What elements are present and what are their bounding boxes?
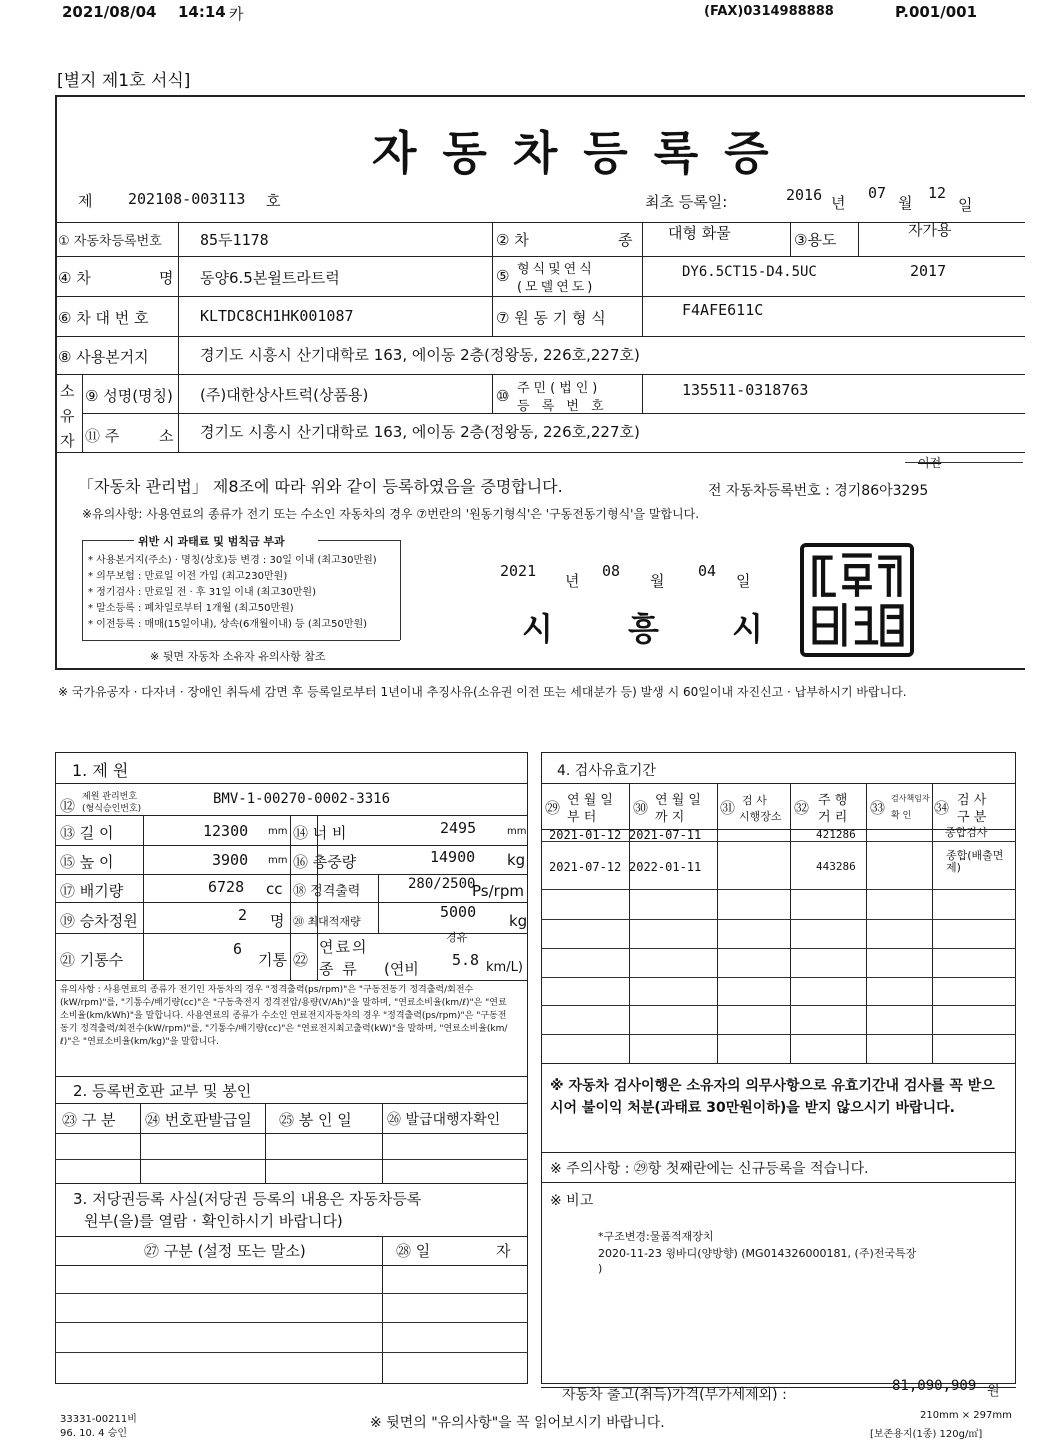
- spec-heading: 1. 제 원: [72, 761, 129, 780]
- address-label-a: ⑪ 주: [85, 427, 120, 445]
- penalty-title: 위반 시 과태료 및 범칙금 부과: [138, 535, 285, 548]
- footer-code-1: 33331-00211비: [60, 1414, 137, 1425]
- insp-col3-b: 시행장소: [739, 810, 782, 823]
- gross-unit: kg: [507, 851, 526, 869]
- owner-side-2: 유: [60, 407, 75, 425]
- load-value: 5000: [440, 903, 477, 921]
- issue-year-unit: 년: [565, 572, 580, 590]
- disp-unit: cc: [266, 880, 283, 898]
- load-label: ⑳ 최대적재량: [293, 915, 361, 928]
- owner-name: (주)대한상사트럭(상품용): [200, 386, 369, 404]
- cyl-value: 6: [233, 940, 243, 958]
- first-reg-month-unit: 월: [898, 194, 913, 212]
- owner-id-label-1: 주민(법인): [517, 381, 602, 396]
- remarks-label: ※ 비고: [550, 1193, 594, 1209]
- eff-label: (연비: [384, 960, 419, 978]
- first-reg-year-unit: 년: [831, 194, 846, 212]
- spec-no: BMV-1-00270-0002-3316: [213, 791, 391, 807]
- inspection-heading: 4. 검사유효기간: [557, 763, 656, 779]
- seal-graphic: [804, 547, 910, 653]
- base-label: ⑧ 사용본거지: [58, 348, 149, 366]
- owner-side-1: 소: [60, 382, 75, 400]
- insp-col2-b: 까 지: [655, 810, 685, 825]
- form-label: [별지 제1호 서식]: [57, 71, 191, 91]
- tax-notice: ※ 국가유공자 · 다자녀 · 장애인 취득세 감면 후 등록일로부터 1년이내 추징사유(소유권 이전 또는 세대분가 등) 발생 시 60일이내 자진신고 · 납부하시기 바랍니다.: [58, 685, 907, 699]
- disp-label: ⑰ 배기량: [60, 882, 124, 900]
- use-label: ③용도: [794, 231, 837, 249]
- length-value: 12300: [203, 822, 249, 840]
- cert-no-suffix: 호: [266, 192, 281, 210]
- penalty-item-4: * 말소등록 : 폐차일로부터 1개월 (최고50만원): [88, 603, 294, 614]
- model-year: 2017: [910, 262, 947, 280]
- first-reg-day: 12: [928, 184, 947, 202]
- insp-row2-kind: 종합(배출면제): [946, 849, 1004, 874]
- insp-col4-b: 거 리: [818, 810, 848, 825]
- insp-row1-kind: 종합검사: [945, 826, 988, 839]
- remarks-line-1: *구조변경:물품적재장치: [598, 1230, 714, 1243]
- owner-id: 135511-0318763: [682, 381, 809, 399]
- insp-col3-a: 검 사: [742, 794, 767, 807]
- eff-value: 5.8: [452, 951, 480, 969]
- price-label: 자동차 출고(취득)가격(부가세제외) :: [562, 1387, 787, 1403]
- plate-heading: 2. 등록번호판 교부 및 봉인: [73, 1082, 252, 1100]
- owner-name-label: ⑨ 성명(명칭): [85, 387, 173, 405]
- insp-col1-b: 부 터: [567, 810, 597, 825]
- plate-col-2: ㉔ 번호판발급일: [145, 1111, 252, 1129]
- first-reg-day-unit: 일: [958, 196, 973, 214]
- penalty-item-3: * 정기검사 : 만료일 전 · 후 31일 이내 (최고30만원): [88, 587, 316, 598]
- insp-row1-km: 421286: [816, 828, 856, 841]
- footer-code-2: 96. 10. 4 승인: [60, 1428, 128, 1439]
- issue-month: 08: [602, 562, 621, 580]
- eff-unit: km/L): [486, 960, 523, 975]
- penalty-item-5: * 이전등록 : 매매(15일이내), 상속(6개월이내) 등 (최고50만원): [88, 619, 368, 630]
- certify-text: 「자동차 관리법」 제8조에 따라 위와 같이 등록하였음을 증명합니다.: [78, 477, 563, 496]
- reg-no-label: ① 자동차등록번호: [58, 234, 162, 249]
- insp-col5-num: ㉝: [870, 799, 886, 817]
- penalty-item-2: * 의무보험 : 만료일 이전 가입 (최고230만원): [88, 571, 288, 582]
- gross-value: 14900: [430, 848, 476, 866]
- width-label: ⑭ 너 비: [293, 824, 347, 842]
- insp-col4-a: 주 행: [818, 793, 848, 808]
- height-value: 3900: [212, 851, 249, 869]
- spec-no-label-1: 제원 관리번호: [82, 792, 138, 802]
- car-name: 동양6.5본윌트라트럭: [200, 269, 340, 287]
- prev-reg-no: 전 자동차등록번호 : 경기86아3295: [708, 483, 929, 499]
- remarks-line-3: ): [598, 1262, 603, 1275]
- lien-heading-1: 3. 저당권등록 사실(저당권 등록의 내용은 자동차등록: [73, 1190, 422, 1208]
- power-unit: Ps/rpm: [472, 882, 524, 900]
- first-reg-label: 최초 등록일:: [645, 193, 728, 211]
- footer-size: 210mm × 297mm: [920, 1410, 1012, 1421]
- cert-no: 202108-003113: [128, 190, 246, 208]
- gross-label: ⑯ 총중량: [293, 853, 357, 871]
- car-name-label-b: 명: [159, 269, 174, 287]
- insp-col4-num: ㉜: [794, 799, 810, 817]
- insp-row2-from: 2021-07-12: [549, 860, 622, 874]
- price-value: 81,090,909: [892, 1378, 977, 1394]
- inspection-caution: ※ 주의사항 : ㉙항 첫째란에는 신규등록을 적습니다.: [550, 1161, 869, 1177]
- fax-date: 2021/08/04: [62, 3, 157, 21]
- seats-unit: 명: [270, 912, 285, 930]
- vin: KLTDC8CH1HK001087: [200, 307, 354, 325]
- official-seal: [800, 543, 914, 657]
- power-label: ⑱ 정격출력: [293, 884, 361, 899]
- cyl-unit: 기통: [258, 951, 287, 969]
- car-type-label-a: ② 차: [496, 231, 529, 249]
- spec-no-label-2: (형식승인번호): [82, 804, 142, 814]
- issue-city-3: 시: [732, 610, 763, 648]
- insp-row1-to: 2021-07-11: [629, 828, 702, 842]
- lien-heading-2: 원부(을)를 열람 · 확인하시기 바랍니다): [84, 1212, 343, 1230]
- height-unit: mm: [268, 855, 288, 866]
- car-name-label-a: ④ 차: [58, 269, 91, 287]
- insp-col1-a: 연 월 일: [567, 793, 613, 808]
- footer-read-notice: ※ 뒷면의 "유의사항"을 꼭 읽어보시기 바랍니다.: [370, 1415, 665, 1431]
- spec-frame: [55, 752, 528, 1384]
- height-label: ⑮ 높 이: [60, 853, 114, 871]
- owner-id-num: ⑩: [496, 387, 510, 405]
- lien-col-2b: 자: [496, 1242, 511, 1260]
- address-label-b: 소: [159, 427, 174, 445]
- insp-col3-num: ㉛: [720, 799, 736, 817]
- reg-no: 85두1178: [200, 231, 269, 249]
- insp-col2-num: ㉚: [633, 799, 649, 817]
- model-num: ⑤: [496, 267, 510, 285]
- power-value: 280/2500: [408, 876, 476, 892]
- width-unit: mm: [507, 826, 527, 837]
- fuel-label-1: 연료의: [319, 938, 369, 956]
- certify-note: ※유의사항: 사용연료의 종류가 전기 또는 수소인 자동차의 경우 ⑦번란의 '원동기형식'은 '구동전동기형식'을 말합니다.: [82, 507, 700, 521]
- issue-city-1: 시: [522, 610, 553, 648]
- use-value: 자가용: [908, 221, 952, 239]
- cyl-label: ㉑ 기통수: [60, 951, 124, 969]
- lien-col-2a: ㉘ 일: [396, 1242, 431, 1260]
- fuel-num: ㉒: [293, 951, 309, 969]
- vin-label: ⑥ 차 대 번 호: [58, 309, 149, 327]
- insp-row2-to: 2022-01-11: [629, 860, 702, 874]
- insp-row1-from: 2021-01-12: [549, 828, 622, 842]
- first-reg-month: 07: [868, 184, 887, 202]
- model-label-1: 형식및연식: [517, 262, 595, 277]
- plate-col-4: ㉖ 발급대행자확인: [387, 1112, 501, 1128]
- inspection-frame: [541, 752, 1016, 1384]
- spec-no-num: ⑫: [60, 797, 76, 815]
- issue-month-unit: 월: [650, 572, 665, 590]
- model: DY6.5CT15-D4.5UC: [682, 264, 817, 280]
- insp-col6-a: 검 사: [957, 793, 987, 808]
- first-reg-year: 2016: [786, 186, 823, 204]
- page-title: 자동차등록증: [372, 126, 795, 180]
- fax-number: (FAX)0314988888: [704, 4, 834, 19]
- fax-time: 14:14: [178, 3, 226, 21]
- insp-col5-b: 확 인: [891, 811, 912, 821]
- insp-col1-num: ㉙: [545, 799, 561, 817]
- owner-side-3: 자: [60, 432, 75, 450]
- disp-value: 6728: [208, 878, 245, 896]
- remarks-line-2: 2020-11-23 윙바디(양방향) (MG014326000181, (주)전국특장: [598, 1247, 917, 1260]
- issue-day-unit: 일: [736, 572, 751, 590]
- issue-city-2: 흥: [628, 610, 659, 648]
- load-unit: kg: [509, 912, 528, 930]
- issue-day: 04: [698, 562, 717, 580]
- car-type-label-b: 종: [618, 231, 633, 249]
- insp-col6-num: ㉞: [934, 799, 950, 817]
- seats-value: 2: [238, 906, 248, 924]
- fuel-value: 경유: [446, 931, 468, 944]
- car-type: 대형 화물: [668, 224, 731, 242]
- issue-year: 2021: [500, 562, 537, 580]
- insp-col5-a: 검사책임자: [891, 794, 930, 803]
- owner-address: 경기도 시흥시 산기대학로 163, 에이동 2층(정왕동, 226호,227호): [200, 423, 640, 441]
- base-address: 경기도 시흥시 산기대학로 163, 에이동 2층(정왕동, 226호,227호): [200, 346, 640, 364]
- seats-label: ⑲ 승차정원: [60, 912, 138, 930]
- inspection-notice: ※ 자동차 검사이행은 소유자의 의무사항으로 유효기간내 검사를 꼭 받으시어 불이익 처분(과태료 30만원이하)을 받지 않으시기 바랍니다.: [550, 1078, 995, 1116]
- fax-mark: 카: [229, 5, 244, 23]
- engine: F4AFE611C: [682, 301, 764, 319]
- footer-paper: [보존용지(1종) 120g/㎡]: [870, 1429, 983, 1440]
- engine-label: ⑦ 원 동 기 형 식: [496, 309, 606, 327]
- price-unit: 원: [987, 1384, 1000, 1399]
- model-label-2: (모델연도): [517, 280, 596, 295]
- owner-id-label-2: 등 록 번 호: [517, 399, 608, 414]
- width-value: 2495: [440, 819, 477, 837]
- length-unit: mm: [268, 826, 288, 837]
- plate-col-1: ㉓ 구 분: [62, 1111, 116, 1129]
- length-label: ⑬ 길 이: [60, 824, 114, 842]
- prev-struck: 이전: [918, 456, 942, 470]
- fax-page: P.001/001: [895, 3, 978, 21]
- plate-col-3: ㉕ 봉 인 일: [279, 1111, 352, 1129]
- penalty-footer: ※ 뒷면 자동차 소유자 유의사항 참조: [150, 650, 326, 663]
- insp-col2-a: 연 월 일: [655, 793, 701, 808]
- fuel-label-2: 종 류: [319, 960, 359, 978]
- cert-no-prefix: 제: [78, 192, 93, 210]
- insp-row2-km: 443286: [816, 860, 856, 873]
- spec-note: 유의사항 : 사용연료의 종류가 전기인 자동차의 경우 "정격출력(ps/rpm)"은 "구동전동기 정격출력/회전수(kW/rpm)"를, "기통수/배기량(cc)"은 "구동축전지 정격전압/용량(V/Ah)"을 말하며, "연료소비율(km/ℓ)"은 "연료소비율(km/kWh)"을 말합니다. 사용연료의 종류가 수소인 연료전지자동차의 경우 "정격출력(ps/rpm)"은 "구동전동기 정격출력/회전수(kW/rpm)"를, "기통수/배기량(cc)"은 "연료전지최고출력(kW)"을 말하며, "연료소비율(km/ℓ)"은 "연료소비율(km/kg)"을 말합니다.: [60, 985, 508, 1047]
- penalty-item-1: * 사용본거지(주소) · 명칭(상호)등 변경 : 30일 이내 (최고30만원): [88, 555, 377, 566]
- lien-col-1: ㉗ 구분 (설정 또는 말소): [144, 1242, 306, 1260]
- insp-col6-b: 구 분: [957, 810, 987, 825]
